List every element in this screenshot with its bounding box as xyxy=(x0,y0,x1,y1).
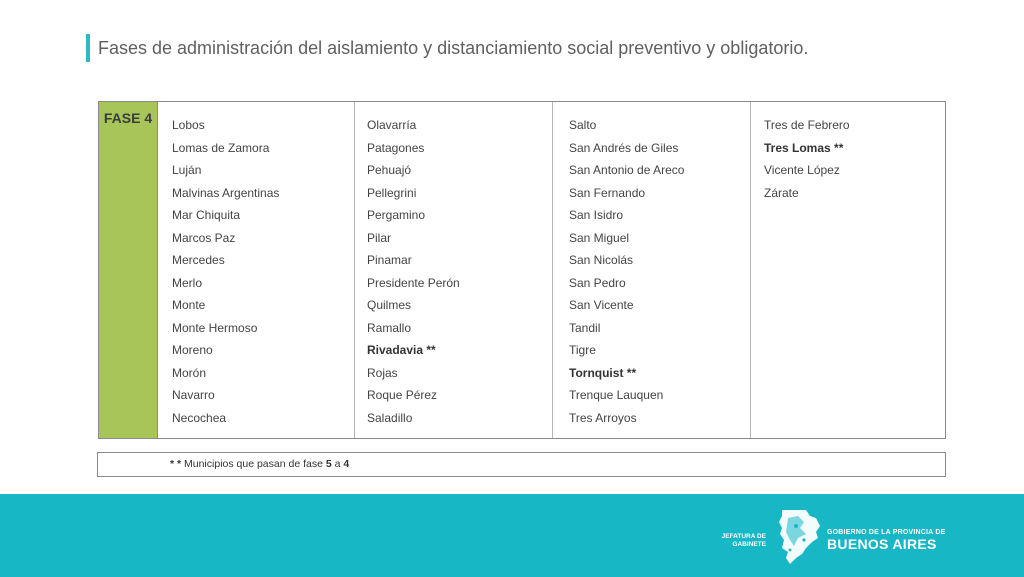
municipio-item: Monte Hermoso xyxy=(172,320,258,335)
municipio-item: Pinamar xyxy=(367,253,412,267)
gobierno-logo xyxy=(827,529,945,552)
municipios-column-2 xyxy=(355,102,553,438)
municipio-item: Patagones xyxy=(367,140,425,155)
municipio-item: Marcos Paz xyxy=(172,230,236,245)
municipios-column-1 xyxy=(158,102,355,438)
municipio-item: Pellegrini xyxy=(367,185,417,200)
gobierno-top-text: GOBIERNO DE LA PROVINCIA DE xyxy=(827,529,946,536)
footnote xyxy=(97,452,946,477)
municipio-item: Salto xyxy=(569,118,597,132)
municipio-item: San Antonio de Areco xyxy=(569,163,685,177)
jefatura-line-2: GABINETE xyxy=(732,541,766,548)
municipio-item: San Andrés de Giles xyxy=(569,140,679,155)
municipio-item: Tandil xyxy=(569,320,601,335)
municipio-item: Navarro xyxy=(172,388,215,402)
municipio-item: Vicente López xyxy=(764,163,840,177)
municipio-item: Olavarría xyxy=(367,118,417,132)
municipio-item: Moreno xyxy=(172,343,213,357)
municipio-item: San Pedro xyxy=(569,275,626,290)
municipios-column-3 xyxy=(553,102,751,438)
municipio-item: Pilar xyxy=(367,230,392,245)
municipio-item: Ramallo xyxy=(367,320,412,335)
municipio-item: Morón xyxy=(172,365,207,380)
municipio-item: San Miguel xyxy=(569,230,630,245)
municipio-item: Lomas de Zamora xyxy=(172,140,270,155)
municipio-item: Tornquist ** xyxy=(569,365,637,380)
municipio-item: Presidente Perón xyxy=(367,275,460,290)
footnote-to-phase: 4 xyxy=(343,458,350,470)
municipio-item: Pergamino xyxy=(367,208,426,222)
municipio-item: San Fernando xyxy=(569,185,646,200)
municipios-column-4 xyxy=(751,102,945,438)
footnote-connector: a xyxy=(331,458,344,470)
municipio-item: Lobos xyxy=(172,118,205,132)
municipio-item: Malvinas Argentinas xyxy=(172,185,280,200)
municipio-item: San Vicente xyxy=(569,298,634,312)
municipio-item: Rivadavia ** xyxy=(367,343,436,357)
municipio-item: Tres de Febrero xyxy=(764,118,850,132)
municipio-item: San Isidro xyxy=(569,208,624,222)
municipio-item: Necochea xyxy=(172,410,227,425)
footnote-text: Municipios que pasan de fase xyxy=(181,458,326,470)
municipio-item: Trenque Lauquen xyxy=(569,388,664,402)
footnote-from-phase: 5 xyxy=(325,458,332,470)
municipio-item: Tres Lomas ** xyxy=(764,140,844,155)
municipio-item: Pehuajó xyxy=(367,163,412,177)
municipio-item: Quilmes xyxy=(367,298,412,312)
municipio-item: Luján xyxy=(172,163,202,177)
municipio-item: Roque Pérez xyxy=(367,388,438,402)
gobierno-main-text: BUENOS AIRES xyxy=(827,536,937,552)
municipio-item: Merlo xyxy=(172,275,203,290)
fase-label: FASE 4 xyxy=(99,102,158,438)
footnote-stars: * * xyxy=(170,458,182,470)
municipios-table xyxy=(98,101,946,439)
municipio-item: Mercedes xyxy=(172,253,225,267)
municipio-item: Zárate xyxy=(764,185,799,200)
page-title: Fases de administración del aislamiento y distanciamiento social preventivo y obligatorio. xyxy=(98,37,809,58)
jefatura-line-1: JEFATURA DE xyxy=(721,533,766,540)
municipio-item: Saladillo xyxy=(367,410,413,425)
municipio-item: Rojas xyxy=(367,365,398,380)
province-map-icon xyxy=(776,508,822,566)
jefatura-label xyxy=(716,533,766,549)
footer-band xyxy=(0,494,1024,577)
municipio-item: Monte xyxy=(172,298,206,312)
municipio-item: Mar Chiquita xyxy=(172,208,241,222)
municipio-item: San Nicolás xyxy=(569,253,634,267)
municipio-item: Tres Arroyos xyxy=(569,410,637,425)
title-accent-bar xyxy=(86,34,90,62)
municipio-item: Tigre xyxy=(569,343,596,357)
page-header xyxy=(86,34,808,62)
